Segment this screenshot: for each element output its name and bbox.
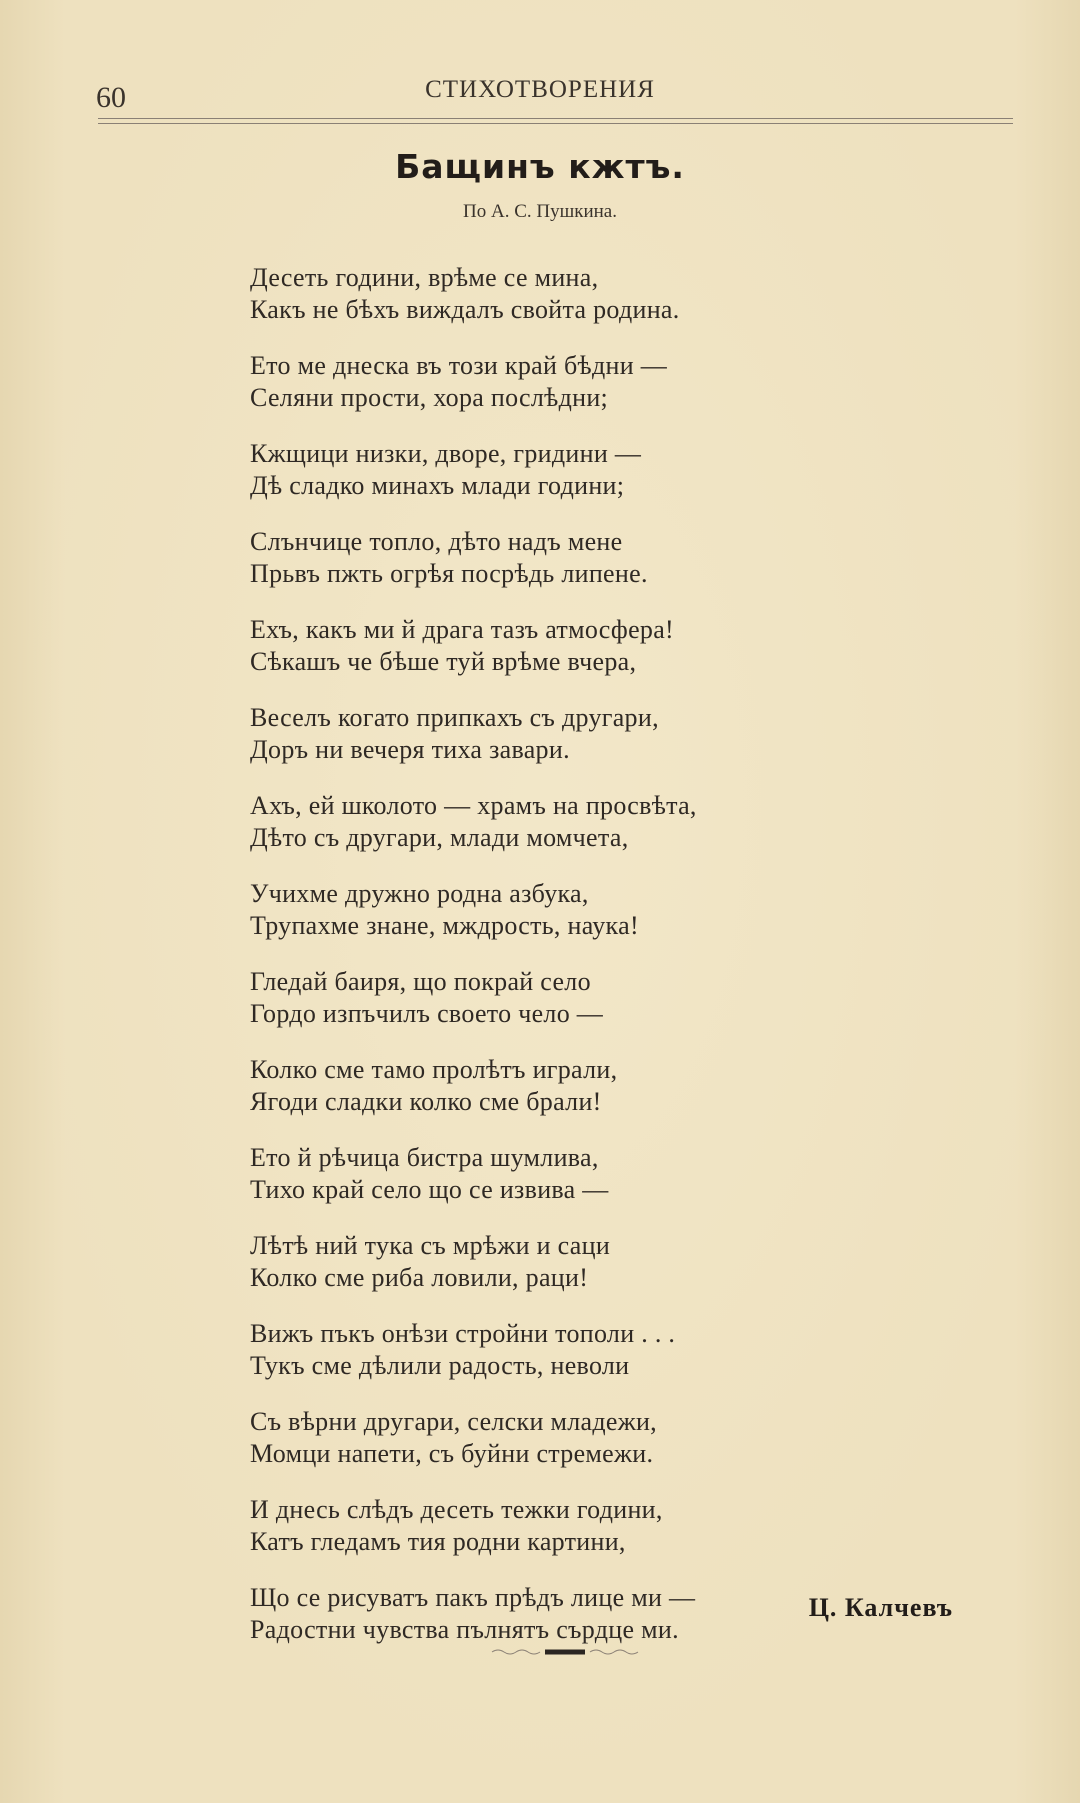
poem-line: Прьвъ пжть огрѣя посрѣдь липене.	[250, 559, 648, 588]
stanza	[250, 1142, 950, 1206]
stanza	[250, 262, 950, 326]
poem-line: Тукъ сме дѣлили радость, неволи	[250, 1351, 630, 1380]
poem-line: Дѣто съ другари, млади момчета,	[250, 823, 629, 852]
poem-line: Колко сме риба ловили, раци!	[250, 1263, 589, 1292]
stanza	[250, 614, 950, 678]
poem-line: Кжщици низки, дворе, гридини —	[250, 439, 642, 468]
stanza	[250, 1230, 950, 1294]
poem-line: Ахъ, ей школото — храмъ на просвѣта,	[250, 791, 697, 820]
end-ornament-icon	[490, 1646, 640, 1658]
poem-line: Гледай баиря, що покрай село	[250, 967, 591, 996]
poem-title: Бащинъ кжтъ.	[395, 147, 685, 186]
stanza	[250, 350, 950, 414]
stanza	[250, 702, 950, 766]
author-signature: Ц. Калчевъ	[808, 1593, 953, 1622]
poem-line: Лѣтѣ ний тука съ мрѣжи и саци	[250, 1231, 611, 1260]
poem-line: Гордо изпъчилъ своето чело —	[250, 999, 604, 1028]
running-title: СТИХОТВОРЕНИЯ	[425, 76, 655, 103]
stanza	[250, 790, 950, 854]
header-rule	[98, 118, 1013, 124]
poem-line: Вижъ пъкъ онѣзи стройни тополи . . .	[250, 1319, 676, 1348]
poem-line: Слънчице топло, дѣто надъ мене	[250, 527, 623, 556]
poem-line: Катъ гледамъ тия родни картини,	[250, 1527, 626, 1556]
poem-line: И днесь слѣдъ десеть тежки години,	[250, 1495, 663, 1524]
poem-line: Учихме дружно родна азбука,	[250, 879, 589, 908]
poem-subtitle: По А. С. Пушкина.	[463, 201, 617, 222]
poem-line: Радостни чувства пълнятъ сърдце ми.	[250, 1615, 679, 1644]
poem-line: Десеть години, врѣме се мина,	[250, 263, 599, 292]
poem-line: Сѣкашъ че бѣше туй врѣме вчера,	[250, 647, 637, 676]
stanza	[250, 1054, 950, 1118]
poem-line: Веселъ когато припкахъ съ другари,	[250, 703, 659, 732]
poem-line: Колко сме тамо пролѣтъ играли,	[250, 1055, 618, 1084]
stanza	[250, 966, 950, 1030]
poem-line: Селяни прости, хора послѣдни;	[250, 383, 609, 412]
poem-line: Какъ не бѣхъ виждалъ свойта родина.	[250, 295, 680, 324]
poem-line: Момци напети, съ буйни стремежи.	[250, 1439, 654, 1468]
poem-line: Доръ ни вечеря тиха завари.	[250, 735, 570, 764]
poem-line: Трупахме знане, мждрость, наука!	[250, 911, 639, 940]
poem-line: Ягоди сладки колко сме брали!	[250, 1087, 602, 1116]
stanza	[250, 878, 950, 942]
poem-body	[250, 262, 950, 1670]
poem-line: Ето й рѣчица бистра шумлива,	[250, 1143, 599, 1172]
stanza	[250, 1494, 950, 1558]
poem-line: Тихо край село що се извива —	[250, 1175, 609, 1204]
poem-line: Що се рисуватъ пакъ прѣдъ лице ми —	[250, 1583, 696, 1612]
poem-line: Дѣ сладко минахъ млади години;	[250, 471, 625, 500]
stanza	[250, 1318, 950, 1382]
stanza	[250, 438, 950, 502]
poem-line: Ехъ, какъ ми й драга тазъ атмосфера!	[250, 615, 675, 644]
poem-line: Съ вѣрни другари, селски младежи,	[250, 1407, 657, 1436]
poem-line: Ето ме днеска въ този край бѣдни —	[250, 351, 668, 380]
stanza	[250, 1406, 950, 1470]
stanza	[250, 526, 950, 590]
page-number: 60	[96, 81, 126, 114]
